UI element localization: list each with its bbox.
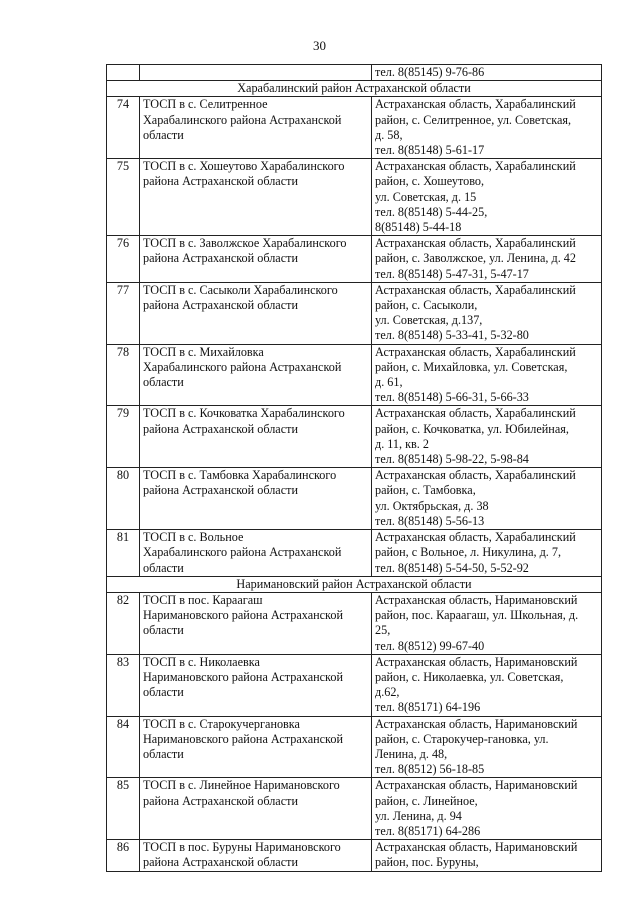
table-row (107, 344, 602, 406)
row-number-cell: 76 (107, 236, 140, 283)
office-address-cell: Астраханская область, Наримановский район, с. Линейное, ул. Ленина, д. 94 тел. 8(85171) 64-286 (372, 778, 602, 840)
row-number-cell: 77 (107, 282, 140, 344)
registry-table (106, 64, 602, 872)
office-address-cell: Астраханская область, Харабалинский район, с Вольное, л. Никулина, д. 7, тел. 8(85148) 5-54-50, 5-52-92 (372, 530, 602, 577)
office-address-cell: Астраханская область, Харабалинский район, с. Хошеутово, ул. Советская, д. 15 тел. 8(85148) 5-44-25, 8(85148) 5-44-18 (372, 159, 602, 236)
section-title: Харабалинский район Астраханской области (107, 81, 602, 97)
office-address-cell: Астраханская область, Наримановский район, пос. Буруны, (372, 840, 602, 871)
office-name-cell: ТОСП в пос. Буруны Наримановского района Астраханской области (140, 840, 372, 871)
section-header-row (107, 81, 602, 97)
office-name-cell: ТОСП в с. Старокучергановка Наримановского района Астраханской области (140, 716, 372, 778)
table-row (107, 530, 602, 577)
row-number-cell: 75 (107, 159, 140, 236)
office-address-cell: Астраханская область, Харабалинский район, с. Кочковатка, ул. Юбилейная, д. 11, кв. 2 тел. 8(85148) 5-98-22, 5-98-84 (372, 406, 602, 468)
section-title: Наримановский район Астраханской области (107, 576, 602, 592)
office-name-cell: ТОСП в пос. Караагаш Наримановского района Астраханской области (140, 592, 372, 654)
office-address-cell: тел. 8(85145) 9-76-86 (372, 65, 602, 81)
table-row (107, 592, 602, 654)
table-row (107, 406, 602, 468)
office-address-cell: Астраханская область, Харабалинский район, с. Сасыколи, ул. Советская, д.137, тел. 8(85148) 5-33-41, 5-32-80 (372, 282, 602, 344)
row-number-cell: 79 (107, 406, 140, 468)
office-address-cell: Астраханская область, Харабалинский район, с. Тамбовка, ул. Октябрьская, д. 38 тел. 8(85148) 5-56-13 (372, 468, 602, 530)
table-row (107, 282, 602, 344)
office-address-cell: Астраханская область, Харабалинский район, с. Селитренное, ул. Советская, д. 58, тел. 8(85148) 5-61-17 (372, 97, 602, 159)
office-name-cell: ТОСП в с. Сасыколи Харабалинского района Астраханской области (140, 282, 372, 344)
section-header-row (107, 576, 602, 592)
office-address-cell: Астраханская область, Наримановский район, пос. Караагаш, ул. Школьная, д. 25, тел. 8(8512) 99-67-40 (372, 592, 602, 654)
office-name-cell: ТОСП в с. Михайловка Харабалинского района Астраханской области (140, 344, 372, 406)
row-number-cell: 86 (107, 840, 140, 871)
office-name-cell: ТОСП в с. Селитренное Харабалинского района Астраханской области (140, 97, 372, 159)
table-row (107, 778, 602, 840)
office-address-cell: Астраханская область, Наримановский район, с. Николаевка, ул. Советская, д.62, тел. 8(85171) 64-196 (372, 654, 602, 716)
page-number: 30 (313, 38, 326, 53)
table-row (107, 159, 602, 236)
office-name-cell: ТОСП в с. Заволжское Харабалинского района Астраханской области (140, 236, 372, 283)
table-row (107, 97, 602, 159)
office-name-cell (140, 65, 372, 81)
table-row (107, 654, 602, 716)
office-name-cell: ТОСП в с. Николаевка Наримановского района Астраханской области (140, 654, 372, 716)
continuation-row (107, 65, 602, 81)
office-name-cell: ТОСП в с. Кочковатка Харабалинского района Астраханской области (140, 406, 372, 468)
office-address-cell: Астраханская область, Харабалинский район, с. Михайловка, ул. Советская, д. 61, тел. 8(85148) 5-66-31, 5-66-33 (372, 344, 602, 406)
row-number-cell: 78 (107, 344, 140, 406)
office-name-cell: ТОСП в с. Линейное Наримановского района Астраханской области (140, 778, 372, 840)
row-number-cell: 84 (107, 716, 140, 778)
row-number-cell: 83 (107, 654, 140, 716)
office-name-cell: ТОСП в с. Вольное Харабалинского района Астраханской области (140, 530, 372, 577)
row-number-cell: 85 (107, 778, 140, 840)
row-number-cell: 74 (107, 97, 140, 159)
row-number-cell: 80 (107, 468, 140, 530)
row-number-cell: 81 (107, 530, 140, 577)
office-address-cell: Астраханская область, Наримановский район, с. Старокучер-гановка, ул. Ленина, д. 48, тел. 8(8512) 56-18-85 (372, 716, 602, 778)
office-address-cell: Астраханская область, Харабалинский район, с. Заволжское, ул. Ленина, д. 42 тел. 8(85148) 5-47-31, 5-47-17 (372, 236, 602, 283)
table-row (107, 716, 602, 778)
table-row (107, 236, 602, 283)
table-row (107, 468, 602, 530)
row-number-cell: 82 (107, 592, 140, 654)
row-number-cell (107, 65, 140, 81)
registry-body (107, 65, 602, 872)
office-name-cell: ТОСП в с. Тамбовка Харабалинского района Астраханской области (140, 468, 372, 530)
table-row (107, 840, 602, 871)
office-name-cell: ТОСП в с. Хошеутово Харабалинского района Астраханской области (140, 159, 372, 236)
